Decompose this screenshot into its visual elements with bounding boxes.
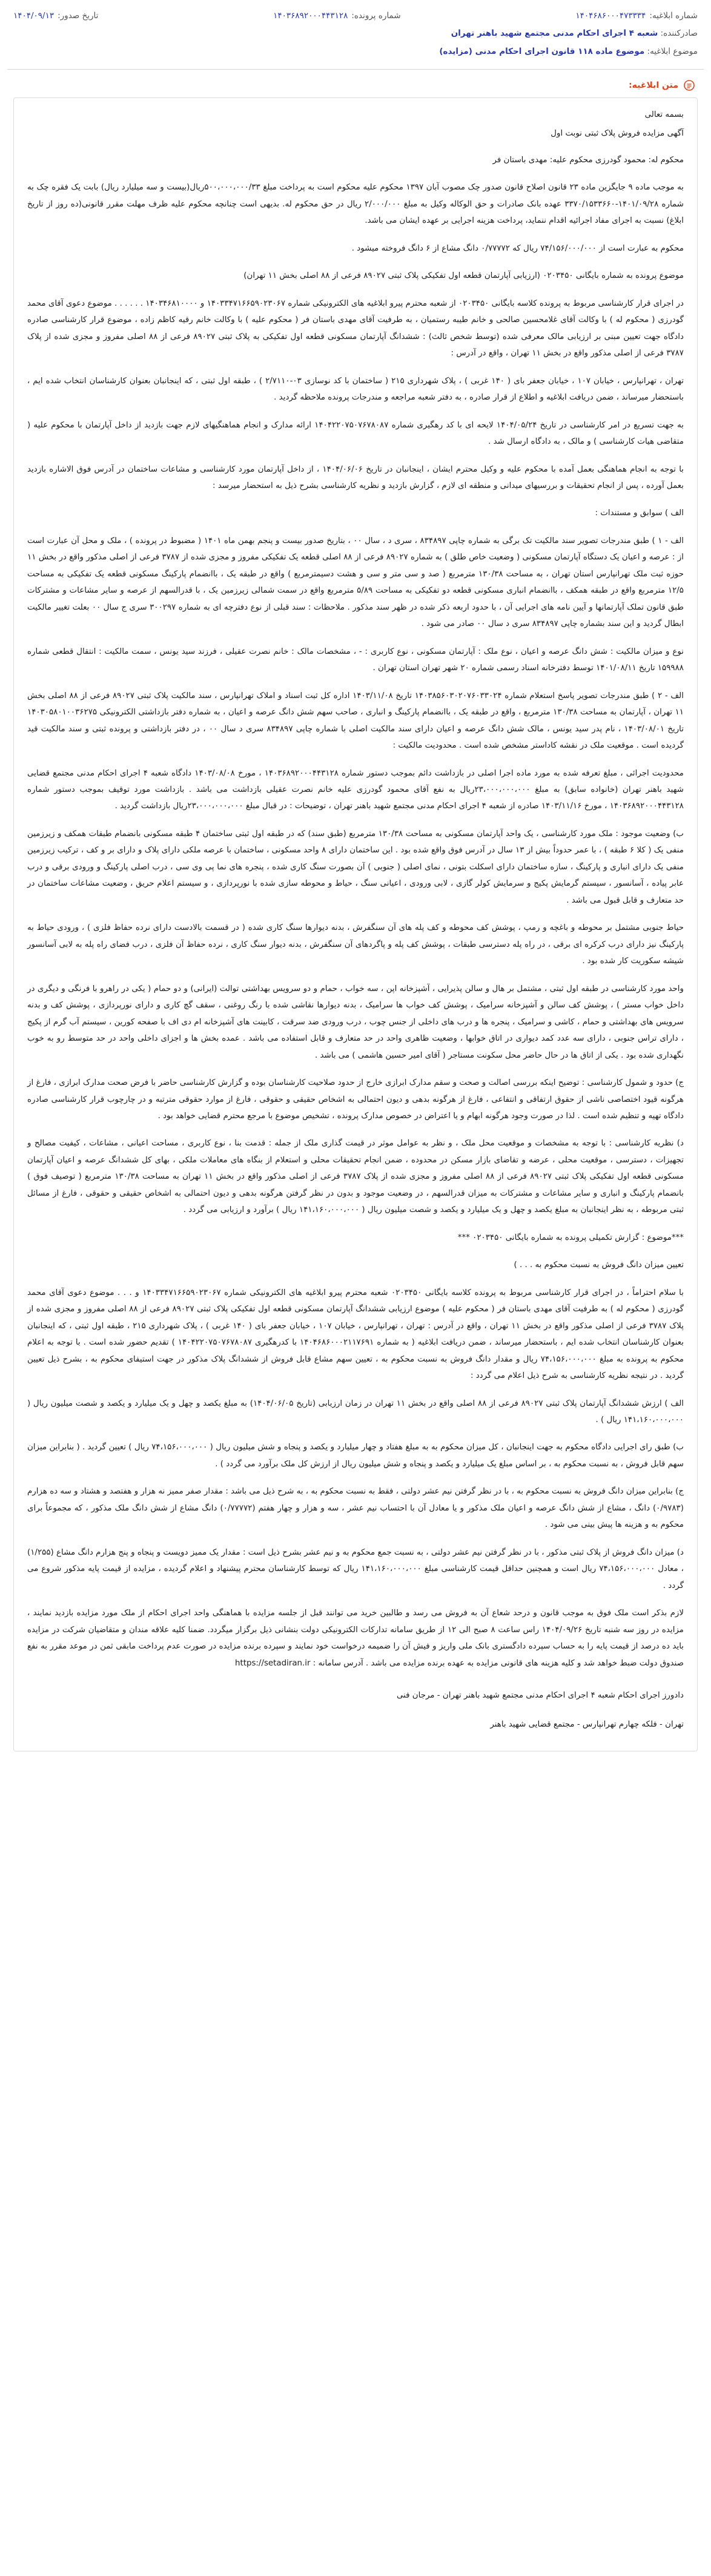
paragraph-9: الف - ۱ ) طبق مندرجات تصویر سند مالکیت تک برگی به شماره چاپی ۸۳۴۸۹۷ ، سری د ، سال ۰۰ ، بتاریخ صدور بیست و پنجم بهمن ماه ۱۴۰۱ ( مضبوط در پرونده ) ، ملک و محل آن عبارت است از : عرصه و اعیان یک دستگاه آپارتمان مسکونی ( وضعیت خاص طلق ) به شماره ۸۹۰۲۷ فرعی از ۸۸ اصلی قطعه یک تفکیکی مفروز و مجزی شده از ۳۷۸۷ فرعی از اصلی مذکور واقع در بخش ۱۱ حوزه ثبت ملک تهرانپارس استان تهران ، به مساحت ۱۳۰/۳۸ مترمربع ( صد و سی متر و سی و هشت دسیمترمربع ) واقع در طبقه یک ، باانضمام پارکینگ مسکونی قطعه یک تفکیکی به مساحت ۱۲/۵ مترمربع واقع در طبقه همکف ، باانضمام انباری مسکونی قطعه دو تفکیکی به مساحت ۵/۸۹ مترمربع واقع در سمت شمالی زیرزمین یک ، با قدرالسهم از عرصه و سایر مشاعات و مشترکات طبق قانون تملک آپارتمانها و آیین نامه های اجرایی آن ، با حدود اربعه ذکر شده در ظهر سند مذکور . ملاحظات : سند قبلی از نوع دفترچه ای به شماره ۳۰۰۲۹۷ سری ج سال ۰۰ بعلت تغییر مالکیت ابطال گردید و این سند بشماره چاپی ۸۳۴۸۹۷ سری د سال ۰۰ صادر می شود . xyxy=(27,536,684,629)
paragraph-20: با سلام احتراماً ، در اجرای قرار کارشناسی مربوط به پرونده کلاسه بایگانی ۰۲۰۳۴۵۰ شعبه محترم پیرو ابلاغیه های الکترونیکی شماره ۱۴۰۳۳۴۷۱۶۶۵۹۰۲۳۰۶۷ و . . . موضوع دعوی آقای محمد گودرزی ( محکوم له ) به طرفیت آقای مهدی باستان فر ( محکوم علیه ) موضوع ارزیابی ششدانگ آپارتمان مسکونی قطعه اول تفکیکی پلاک ثبتی ۸۹۰۲۷ فرعی از ۸۸ اصلی مفروز و مجزی شده از پلاک ۳۷۸۷ فرعی از اصلی مذکور واقع در بخش ۱۱ تهران ، واقع در آدرس : تهران ، تهرانپارس ، خیابان ۱۰۷ ، خیابان جعفر بای ( ۱۴۰ غربی ) ، پلاک شهرداری ۲۱۵ ، طبقه اول ثبتی ، که اینجانبان بعنوان کارشناسان انتخاب شده ایم ، باستحضار میرساند ، ضمن دریافت ابلاغیه ( به شماره ۱۴۰۴۶۸۶۰۰۰۲۱۱۷۶۹۱ با کدرهگیری ۱۴۰۴۲۲۰۷۵۰۷۶۷۸۰۸۷ ) تقدیم حضور شده است . با توجه به اعلام محکوم به پرونده به مبلغ ۷۴،۱۵۶،۰۰۰،۰۰۰ ریال و مقدار دانگ فروش به نسبت محکوم به ، تعیین سهم مشاع قابل فروش از ششدانگ پلاک مذکور در جهت استیفای محکوم به ، بشرح ذیل تعیین گردید . در نتیجه نظریه کارشناسی به شرح ذیل اعلام می گردد : xyxy=(27,1288,684,1381)
paragraph-5: تهران ، تهرانپارس ، خیابان ۱۰۷ ، خیابان جعفر بای ( ۱۴۰ غربی ) ، پلاک شهرداری ۲۱۵ ( ساختمان با کد نوسازی ۰۳-۲/۷۱۱۰ ) ، طبقه اول ثبتی ، که اینجانبان بعنوان کارشناسان انتخاب شده ایم ، باستحضار میرساند ، ضمن دریافت ابلاغیه و اطلاع از قرار صادره ، به دفتر شعبه مراجعه و مندرجات پرونده ملاحظه گردید . xyxy=(27,376,684,403)
paragraph-6: به جهت تسریع در امر کارشناسی در تاریخ ۱۴۰۴/۰۵/۲۴ لایحه ای با کد رهگیری شماره ۱۴۰۴۲۲۰۷۵۰۷۶۷۸۰۸۷ ارائه مدارک و انجام هماهنگیهای لازم جهت بازدید از داخل آپارتمان با محکوم علیه ( متقاضی هیات کارشناسی ) و مالک ، به دادگاه ارسال شد . xyxy=(27,420,684,447)
bismillah: بسمه تعالی xyxy=(644,110,684,119)
paragraph-19: تعیین میزان دانگ فروش به نسبت محکوم به . . . ) xyxy=(514,1260,684,1270)
paragraph-15: واحد مورد کارشناسی در طبقه اول ثبتی ، مشتمل بر هال و سالن پذیرایی ، آشپزخانه اپن ، سه خواب ، حمام و دو سرویس بهداشتی توالت (ایرانی) و دو حمام ( یکی در راهرو با فرنگی و دیگری در داخل خواب مستر ) ، پوشش کف سالن و آشپزخانه سرامیک ، پوشش کف خواب ها سرامیک ، بدنه دیوارها نقاشی شده با رنگ روغنی ، سقف گچ کاری و دارای نورپردازی ، پوشش کف و بدنه سرویس های بهداشتی و حمام ، کاشی و سرامیک ، پنجره ها و درب های داخلی از جنس چوب ، درب ورودی ضد سرقت ، کابینت های آشپزخانه ام دی اف با صفحه کورین ، سیستم آب گرم از پکیج ، دارای تراس جنوبی ، دارای سه عدد کمد دیواری در اتاق خوابها ، وضعیت ظاهری واحد در حد متعارف و قابل استفاده می باشد . عمده بخش ها و اجزای داخلی واحد در حد متوسط رو به خوب نگهداری شده بود . یکی از اتاق ها در حال حاضر محل سکونت مستاجر ( آقای امیر حسین هاشمی ) می باشد . xyxy=(27,984,684,1060)
paragraph-7: با توجه به انجام هماهنگی بعمل آمده با محکوم علیه و وکیل محترم ایشان ، اینجانبان در تاریخ ۱۴۰۴/۰۶/۰۶ ، از داخل آپارتمان مورد کارشناسی و مشاعات ساختمان در آدرس فوق الاشاره بازدید بعمل آورده ، پس از انجام تحقیقات و بررسیهای میدانی و منطقه ای لازم ، گزارش بازدید و نظریه کارشناسی بشرح ذیل به استحضار میرسد : xyxy=(27,464,684,490)
paragraph-10: نوع و میزان مالکیت : شش دانگ عرصه و اعیان ، نوع ملک : آپارتمان مسکونی ، نوع کاربری : - ، مشخصات مالک : خانم نصرت عقیلی ، فرزند سید یونس ، سمت مالکیت : انتقال قطعی شماره ۱۵۹۹۸۸ تاریخ ۱۴۰۱/۰۸/۱۱ توسط دفترخانه اسناد رسمی شماره ۲۰ شهر تهران استان تهران . xyxy=(27,647,684,673)
paragraph-3: موضوع پرونده به شماره بایگانی ۰۲۰۳۴۵۰ (ارزیابی آپارتمان قطعه اول تفکیکی پلاک ثبتی ۸۹۰۲۷ فرعی از ۸۸ اصلی بخش ۱۱ تهران) xyxy=(243,271,684,281)
section-title xyxy=(7,76,704,97)
auction-title: آگهی مزایده فروش پلاک ثبتی نوبت اول xyxy=(551,129,684,139)
file-number-value: ۱۴۰۳۶۸۹۲۰۰۰۴۴۳۱۲۸ xyxy=(273,11,348,21)
paragraph-16: ج) حدود و شمول کارشناسی : توضیح اینکه بررسی اصالت و صحت و سقم مدارک ابرازی خارج از حدود صلاحیت کارشناسان بوده و گزارش کارشناسی حاضر با فرض صحت مدارک ابرازی ، فارغ از هرگونه قیود اختصاصی ناشی از حقوق ارتفاقی و انتفاعی ، فارغ از هرگونه بدهی و دیون احتمالی به اشخاص حقیقی و حقوقی ، فارغ از موارد حقوقی مترتبه و در چارچوب قرار کارشناسی صادره دادگاه تهیه و تنظیم شده است . لذا در صورت وجود هرگونه ابهام و یا اعتراض در خصوص مدارک پرونده ، تشخیص موضوع با مرجع محترم قضایی خواهد بود . xyxy=(27,1078,684,1121)
section-title-text: متن ابلاغیه: xyxy=(629,81,678,90)
paragraph-22: ب) طبق رای اجرایی دادگاه محکوم به جهت اینجانبان ، کل میزان محکوم به به مبلغ هفتاد و چهار میلیارد و یکصد و پنجاه و شش میلیون ریال ( ۷۴،۱۵۶،۰۰۰،۰۰۰ ریال ) تعیین گردید . ( بنابراین میزان سهم قابل فروش ، به نسبت محکوم به ، بر اساس مبلغ یک میلیارد و یکصد و پنجاه و شش میلیون ریال از ارزش کل ملک برآورد می گردد ) . xyxy=(27,1443,684,1469)
signer-line: دادورز اجرای احکام شعبه ۴ اجرای احکام مدنی مجتمع شهید باهنر تهران - مرجان فنی xyxy=(396,1691,684,1701)
court-address: تهران - فلکه چهارم تهرانپارس - مجتمع قضایی شهید باهنر xyxy=(490,1719,684,1729)
topic-value: موضوع ماده ۱۱۸ قانون اجرای احکام مدنی (مزایده) xyxy=(439,47,645,56)
header-row xyxy=(7,0,704,24)
header-divider xyxy=(7,69,704,70)
issuer-value: شعبه ۴ اجرای احکام مدنی مجتمع شهید باهنر تهران xyxy=(451,28,658,38)
paragraph-13: ب) وضعیت موجود : ملک مورد کارشناسی ، یک واحد آپارتمان مسکونی به مساحت ۱۳۰/۳۸ مترمربع (طبق سند) که در طبقه اول ثبتی ساختمان ۴ طبقه مسکونی بانضمام طبقات همکف و زیرزمین منفی یک ( کلا ۶ طبقه ) ، با عمر حدوداً بیش از ۱۳ سال در آدرس فوق واقع شده بود . این ساختمان دارای ۸ واحد مسکونی ، ساختمان با عرصه ملکی دارای پلاک و دارای بر و کف ، ترکیب زیرزمین منفی یک دارای انباری و پارکینگ ، سازه ساختمان دارای اسکلت بتونی ، نمای اصلی ( جنوبی ) آن بصورت سنگ کاری شده ، پنجره های نما پی وی سی ، درب اصلی پارکینگ و ورودی برقی و درب عابر پیاده ، آسانسور ، سیستم گرمایش پکیج و سرمایش کولر گازی ، لابی ورودی ، اعیانی سنگ ، حیاط و محوطه سازی شده با نورپردازی ، و سیستم اعلام حریق ، وضعیت مشاعات ساختمان در حد متعارف و قابل قبول می باشد . xyxy=(27,829,684,905)
paragraph-25: لازم بذکر است ملک فوق به موجب قانون و درحد شعاع آن به فروش می رسد و طالبین خرید می توانند قبل از جلسه مزایده با هماهنگی واحد اجرای احکام از ملک مورد مزایده بازدید نمایند ، مزایده در روز سه شنبه تاریخ ۱۴۰۴/۰۹/۲۶ راس ساعت ۸ صبح الی ۱۲ از طریق سامانه تدارکات الکترونیکی دولت بنشانی ذیل برگزار میگردد. ضمنا کلیه علاقه مندان و متقاضیان شرکت در مزایده باید ده درصد از قیمت پایه را به حساب سپرده دادگستری بانک ملی واریز و فیش آن را ضمیمه درخواست خود نمایند و سپرده برنده مزایده در صورت عدم پرداخت مابقی ثمن در موعد مقرر به نفع صندوق دولت ضبط خواهد شد و کلیه هزینه های قانونی مزایده به عهده برنده مزایده می باشد . آدرس سامانه : https://setadiran.ir xyxy=(27,1609,684,1668)
paragraph-4: در اجرای قرار کارشناسی مربوط به پرونده کلاسه بایگانی ۰۲۰۳۴۵۰ از شعبه محترم پیرو ابلاغیه های الکترونیکی شماره ۱۴۰۳۳۴۷۱۶۶۵۹۰۲۳۰۶۷ و ۱۴۰۳۴۶۸۱۰۰۰۰ . . . . . . موضوع دعوی آقای محمد گودرزی ( محکوم له ) با وکالت آقای غلامحسین صالحی و خانم طیبه رستمیان ، به طرفیت آقای مهدی باستان فر ( محکوم علیه ) با وکالت خانم رقیه کاظم زاده ، موضوع قرار کارشناسی صادره دادگاه جهت تعیین مبنی بر ارزیابی مالک معرفی شده (توسط شخص ثالث) : ششدانگ آپارتمان مسکونی قطعه اول تفکیکی به پلاک ثبتی ۸۹۰۲۷ فرعی از ۸۸ اصلی مفروز و مجزی شده از پلاک ۳۷۸۷ فرعی از اصلی مذکور واقع در بخش ۱۱ تهران ، واقع در آدرس : xyxy=(27,298,684,358)
paragraph-23: ج) بنابراین میزان دانگ فروش به نسبت محکوم به ، با در نظر گرفتن نیم عشر دولتی ، فقط به نسبت محکوم به ، به شرح ذیل می باشد : مقدار صفر ممیز نه هزار و هفتصد و هشتاد و سه ده هزارم (۰/۹۷۸۳) دانگ ، مشاع از شش دانگ عرصه و اعیان ملک مذکور و یا معادل آن با احتساب نیم عشر ، سه و هزار و چهار هفتم (۰/۷۷۷۷۲) دانگ مشاع از شش دانگ ملک مذکور ، که مجموعاً برای محکوم به و هزینه ها پیش بینی می شود . xyxy=(27,1487,684,1530)
parties-line: محکوم له: محمود گودرزی محکوم علیه: مهدی باستان فر xyxy=(492,155,684,165)
file-number xyxy=(273,7,401,24)
paragraph-2: محکوم به عبارت است از ۷۴/۱۵۶/۰۰۰/۰۰۰ ریال که ۰/۷۷۷۷۲ دانگ مشاع از ۶ دانگ فروخته میشود . xyxy=(351,243,684,253)
supplementary-title: ***موضوع : گزارش تکمیلی پرونده به شماره بایگانی ۰۲۰۳۴۵۰ *** xyxy=(457,1233,684,1242)
issuer-line xyxy=(7,24,704,42)
issue-date-label: تاریخ صدور: xyxy=(58,11,99,21)
paragraph-17: د) نظریه کارشناسی : با توجه به مشخصات و موقعیت محل ملک ، و نظر به عوامل موثر در قیمت گذاری ملک از جمله : قدمت بنا ، نوع کاربری ، مساحت اعیانی ، مشاعات ، کیفیت مصالح و تجهیزات ، دسترسی ، موقعیت محلی ، عرضه و تقاضای بازار مسکن در محدوده ، ضمن انجام تحقیقات محلی و استعلام از بنگاه های معاملات ملکی ، بهای کل ششدانگ عرصه و اعیان آپارتمان مسکونی قطعه اول تفکیکی پلاک ثبتی ۸۹۰۲۷ فرعی از ۸۸ اصلی مفروز و مجزی شده از پلاک ۳۷۸۷ فرعی از اصلی مذکور واقع در بخش ۱۱ تهران به مساحت ۱۳۰/۳۸ مترمربع ( توصیف فوق ) بانضمام پارکینگ و انباری و سایر مشاعات و مشترکات به میزان قدرالسهم ، در وضعیت موجود و بدون در نظر گرفتن هرگونه بدهی و دیون احتمالی به اشخاص حقیقی و حقوقی ، فارغ از مسائل ثبتی مربوطه ، به نظر اینجانبان به مبلغ یکصد و چهل و یک میلیارد و یکصد و شصت میلیون ریال ( ۱۴۱،۱۶۰،۰۰۰،۰۰۰ ریال ) برآورد و ارزیابی می گردد . xyxy=(27,1139,684,1215)
file-number-label: شماره پرونده: xyxy=(351,11,401,21)
paragraph-24: د) میزان دانگ فروش از پلاک ثبتی مذکور ، با در نظر گرفتن نیم عشر دولتی ، به نسبت جمع محکوم به و نیم عشر بشرح ذیل است : مقدار یک ممیز دویست و پنجاه و پنج هزارم دانگ مشاع (۱/۲۵۵) ، معادل ۷۴،۱۵۶،۰۰۰،۰۰۰ ریال است و همچنین حداقل قیمت کارشناسی مبلغ ۱۴۱،۱۶۰،۰۰۰،۰۰۰ ریال که توسط کارشناسان محترم پیشنهاد و اعلام گردیده ، مزایده از قیمت پایه مذکور شروع می گردد . xyxy=(27,1547,684,1590)
notice-number-value: ۱۴۰۴۶۸۶۰۰۰۴۷۳۳۳۴ xyxy=(575,11,646,21)
issue-date xyxy=(13,7,98,24)
notice-number-label: شماره ابلاغیه: xyxy=(649,11,698,21)
paragraph-11: الف - ۲ ) طبق مندرجات تصویر پاسخ استعلام شماره ۱۴۰۳۸۵۶۰۳۰۲۰۷۶۰۳۳۰۲۴ تاریخ ۱۴۰۳/۱۱/۰۸ اداره کل ثبت اسناد و املاک تهرانپارس ، سند مالکیت پلاک ثبتی ۸۹۰۲۷ فرعی از ۸۸ اصلی بخش ۱۱ تهران ، آپارتمان به مساحت ۱۳۰/۳۸ مترمربع ، واقع در طبقه یک ، باانضمام پارکینگ و انباری ، صاحب سهم شش دانگ عرصه و اعیان ، به شماره دفتر بازداشتی الکترونیکی ۱۴۰۳۰۵۸۰۱۰۰۳۶۲۷۵ تاریخ ۱۴۰۳/۰۸/۰۱ ، نام پدر سید یونس ، مالک شش دانگ عرصه و اعیان دارای سند مالکیت اصلی با شماره چاپی ۸۳۴۸۹۷ سری د سال ۰۰ ، در دفتر بازداشتی و پرونده ثبتی و سند مالکیت قید گردیده است . موقعیت ملک در نقشه کاداستر مشخص شده است . محدودیت مالکیت : xyxy=(27,691,684,751)
paragraph-14: حیاط جنوبی مشتمل بر محوطه و باغچه و رمپ ، پوشش کف محوطه و کف پله های آن سنگفرش ، بدنه دیوارها سنگ کاری شده ( در قسمت بالادست دارای نرده حفاظ فلزی ) ، ورودی حیاط به پارکینگ نیز دارای درب کرکره ای برقی ، در راه پله دسترسی طبقات ، پوشش کف پله و پاگردهای آن سنگفرش ، بدنه دیوار سنگ کاری ، نرده حفاظ آن فلزی ، درب فضای راه پله به لابی آسانسور شیشه سکوریت کار شده بود . xyxy=(27,923,684,966)
paragraph-21: الف ) ارزش ششدانگ آپارتمان پلاک ثبتی ۸۹۰۲۷ فرعی از ۸۸ اصلی واقع در بخش ۱۱ تهران در زمان ارزیابی (تاریخ ۱۴۰۴/۰۶/۰۵) به مبلغ یکصد و چهل و یک میلیارد و یکصد و شصت میلیون ریال ( ۱۴۱،۱۶۰،۰۰۰،۰۰۰ ریال ) . xyxy=(27,1398,684,1425)
notice-body xyxy=(13,97,698,1751)
issue-date-value: ۱۴۰۴/۰۹/۱۳ xyxy=(13,11,55,21)
paragraph-12: محدودیت اجرائی ، مبلغ تعرفه شده به مورد ماده اجرا اصلی در بازداشت دائم بموجب دستور شماره ۱۴۰۳۶۸۹۲۰۰۰۴۴۳۱۲۸ ، مورخ ۱۴۰۳/۰۸/۰۸ دادگاه شعبه ۴ اجرای احکام مدنی مجتمع قضایی شهید باهنر تهران (خانواده سابق) به مبلغ ۲۳،۰۰۰،۰۰۰،۰۰۰ریال به نفع آقای محمود گودرزی علیه خانم نصرت عقیلی بازداشت می باشد . بازداشت مورد توقیف بموجب دستور شماره ۱۴۰۳۶۸۹۲۰۰۰۴۴۳۱۲۸ ، مورخ ۱۴۰۳/۱۱/۱۶ صادره از شعبه ۴ اجرای احکام مدنی مجتمع شهید باهنر تهران ، توضیحات : در قبال مبلغ ۲۳،۰۰۰،۰۰۰،۰۰۰ریال بازداشت گردید . xyxy=(27,768,684,811)
issuer-label: صادرکننده: xyxy=(660,28,698,38)
paragraph-1: به موجب ماده ۹ جایگزین ماده ۲۳ قانون اصلاح قانون صدور چک مصوب آبان ۱۳۹۷ محکوم علیه محکوم است به پرداخت مبلغ ۵۰۰،۰۰۰،۰۰۰/۳۳ریال(بیست و سه میلیارد ریال) بابت یک فقره چک به شماره ۱۴۰۱/۰۹/۲۸-۳۳۷۰/۱۵۳۳۶۶۰ عهده بانک صادرات و حق الوکاله وکیل به مبلغ ۲/۰۰۰/۰۰۰ ریال در حق محکوم له. بدیهی است چنانچه محکوم علیه ظرف مهلت مقرر قانونی(ده روز از تاریخ ابلاغ) نسبت به اجرای مفاد اجرائیه اقدام ننماید، پرداخت هزینه اجرایی بر عهده ایشان می باشد. xyxy=(27,183,684,226)
notice-number xyxy=(575,7,698,24)
topic-line xyxy=(7,42,704,61)
document-icon xyxy=(683,79,695,91)
paragraph-8: الف ) سوابق و مستندات : xyxy=(595,509,684,518)
topic-label: موضوع ابلاغیه: xyxy=(647,47,698,56)
